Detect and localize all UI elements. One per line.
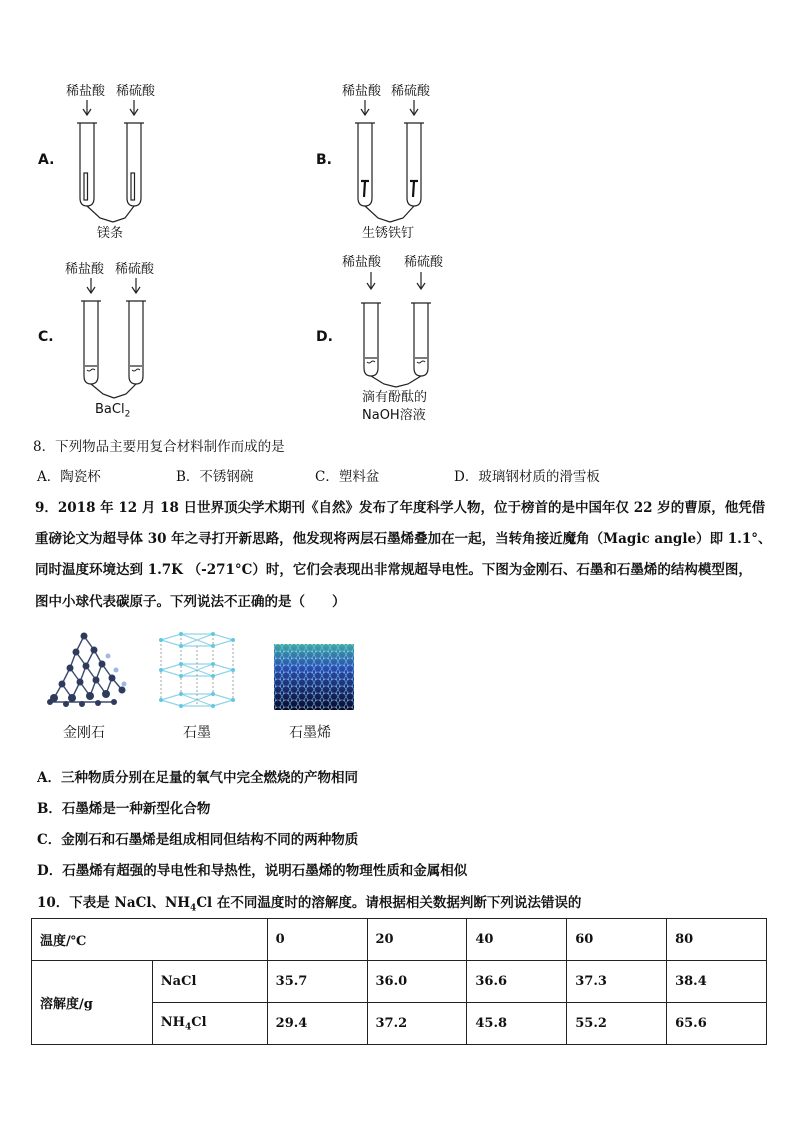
q9-stem-line4: 图中小球代表碳原子。下列说法不正确的是（ ） (35, 594, 346, 610)
option-b-caption: 生锈铁钉 (362, 226, 415, 241)
nh4cl-value-80: 65.6 (667, 1003, 767, 1045)
q8-choice-a[interactable]: A．陶瓷杯 (37, 469, 101, 485)
substance-nacl-cell: NaCl (152, 961, 267, 1003)
table-header-row (32, 919, 767, 961)
nh4cl-name-post: Cl (191, 1014, 207, 1030)
q9-choice-a[interactable]: A．三种物质分别在足量的氧气中完全燃烧的产物相同 (37, 770, 358, 786)
option-d-caption-line2: NaOH溶液 (362, 408, 426, 423)
option-c-acid1-label: 稀盐酸 (65, 262, 105, 277)
nacl-value-80: 38.4 (667, 961, 767, 1003)
option-c-acid2-label: 稀硫酸 (115, 262, 155, 277)
q10-stem-subscript: 4 (190, 903, 197, 914)
option-d-caption-line1: 滴有酚酞的 (362, 390, 428, 405)
graphene-structure-image (274, 644, 354, 710)
temp-cell-20: 20 (367, 919, 467, 961)
nacl-value-20: 36.0 (367, 961, 467, 1003)
nh4cl-value-0: 29.4 (267, 1003, 367, 1045)
option-a-test-tubes-diagram (70, 98, 160, 224)
option-b-test-tubes-diagram (348, 98, 438, 224)
option-a-letter: A. (38, 152, 55, 168)
solubility-table (31, 918, 767, 1045)
graphene-caption: 石墨烯 (289, 725, 331, 741)
temp-cell-0: 0 (267, 919, 367, 961)
option-c-test-tubes-diagram (70, 276, 160, 402)
q8-choice-c[interactable]: C．塑料盆 (315, 469, 380, 485)
temp-cell-40: 40 (467, 919, 567, 961)
temp-cell-60: 60 (567, 919, 667, 961)
solubility-label-cell: 溶解度/g (32, 961, 153, 1045)
q9-stem-line2: 重磅论文为超导体 30 年之寻打开新思路，他发现将两层石墨烯叠加在一起，当转角接近魔角（Magic angle）即 1.1°、 (35, 531, 772, 547)
diamond-structure-image (42, 628, 128, 712)
option-c-caption-subscript: 2 (124, 409, 131, 420)
temp-cell-80: 80 (667, 919, 767, 961)
nh4cl-name-pre: NH (160, 1014, 185, 1030)
q9-choice-d[interactable]: D．石墨烯有超强的导电性和导热性，说明石墨烯的物理性质和金属相似 (37, 863, 468, 879)
q9-choice-b[interactable]: B．石墨烯是一种新型化合物 (37, 801, 211, 817)
graphite-caption: 石墨 (183, 725, 211, 741)
q8-choice-b[interactable]: B．不锈钢碗 (176, 469, 254, 485)
option-b-letter: B. (316, 152, 332, 168)
nacl-value-60: 37.3 (567, 961, 667, 1003)
nh4cl-name-subscript: 4 (184, 1022, 192, 1033)
option-d-acid2-label: 稀硫酸 (404, 255, 444, 270)
nacl-value-40: 36.6 (467, 961, 567, 1003)
option-a-acid2-label: 稀硫酸 (116, 84, 156, 99)
q10-stem-pre: 10．下表是 NaCl、NH (37, 895, 191, 911)
graphite-structure-image (153, 630, 241, 712)
option-c-letter: C. (38, 329, 54, 345)
q10-stem-post: Cl 在不同温度时的溶解度。请根据相关数据判断下列说法错误的 (196, 895, 582, 911)
option-d-letter: D. (316, 329, 333, 345)
option-b-acid1-label: 稀盐酸 (342, 84, 382, 99)
table-row-nacl (32, 961, 767, 1003)
temp-header-cell: 温度/℃ (32, 919, 268, 961)
option-d-acid1-label: 稀盐酸 (342, 255, 382, 270)
q8-stem: 8．下列物品主要用复合材料制作而成的是 (33, 439, 285, 455)
q9-stem-line3: 同时温度环境达到 1.7K （-271°C）时，它们会表现出非常规超导电性。下图为金刚石、石墨和石墨烯的结构模型图， (35, 562, 752, 578)
option-a-acid1-label: 稀盐酸 (66, 84, 106, 99)
option-c-caption (95, 402, 130, 420)
q10-stem (37, 893, 581, 919)
option-c-caption-main: BaCl (95, 402, 125, 417)
substance-nh4cl-cell (152, 1003, 267, 1045)
q9-stem-line1: 9．2018 年 12 月 18 日世界顶尖学术期刊《自然》发布了年度科学人物，位于榜首的是中国年仅 22 岁的曹原，他凭借 (35, 500, 766, 516)
nacl-value-0: 35.7 (267, 961, 367, 1003)
option-d-test-tubes-diagram (350, 270, 450, 388)
nh4cl-value-40: 45.8 (467, 1003, 567, 1045)
q8-choice-d[interactable]: D．玻璃钢材质的滑雪板 (454, 469, 600, 485)
option-a-caption: 镁条 (97, 226, 124, 241)
q9-choice-c[interactable]: C．金刚石和石墨烯是组成相同但结构不同的两种物质 (37, 832, 359, 848)
option-b-acid2-label: 稀硫酸 (391, 84, 431, 99)
nh4cl-value-20: 37.2 (367, 1003, 467, 1045)
diamond-caption: 金刚石 (63, 725, 105, 741)
nh4cl-value-60: 55.2 (567, 1003, 667, 1045)
